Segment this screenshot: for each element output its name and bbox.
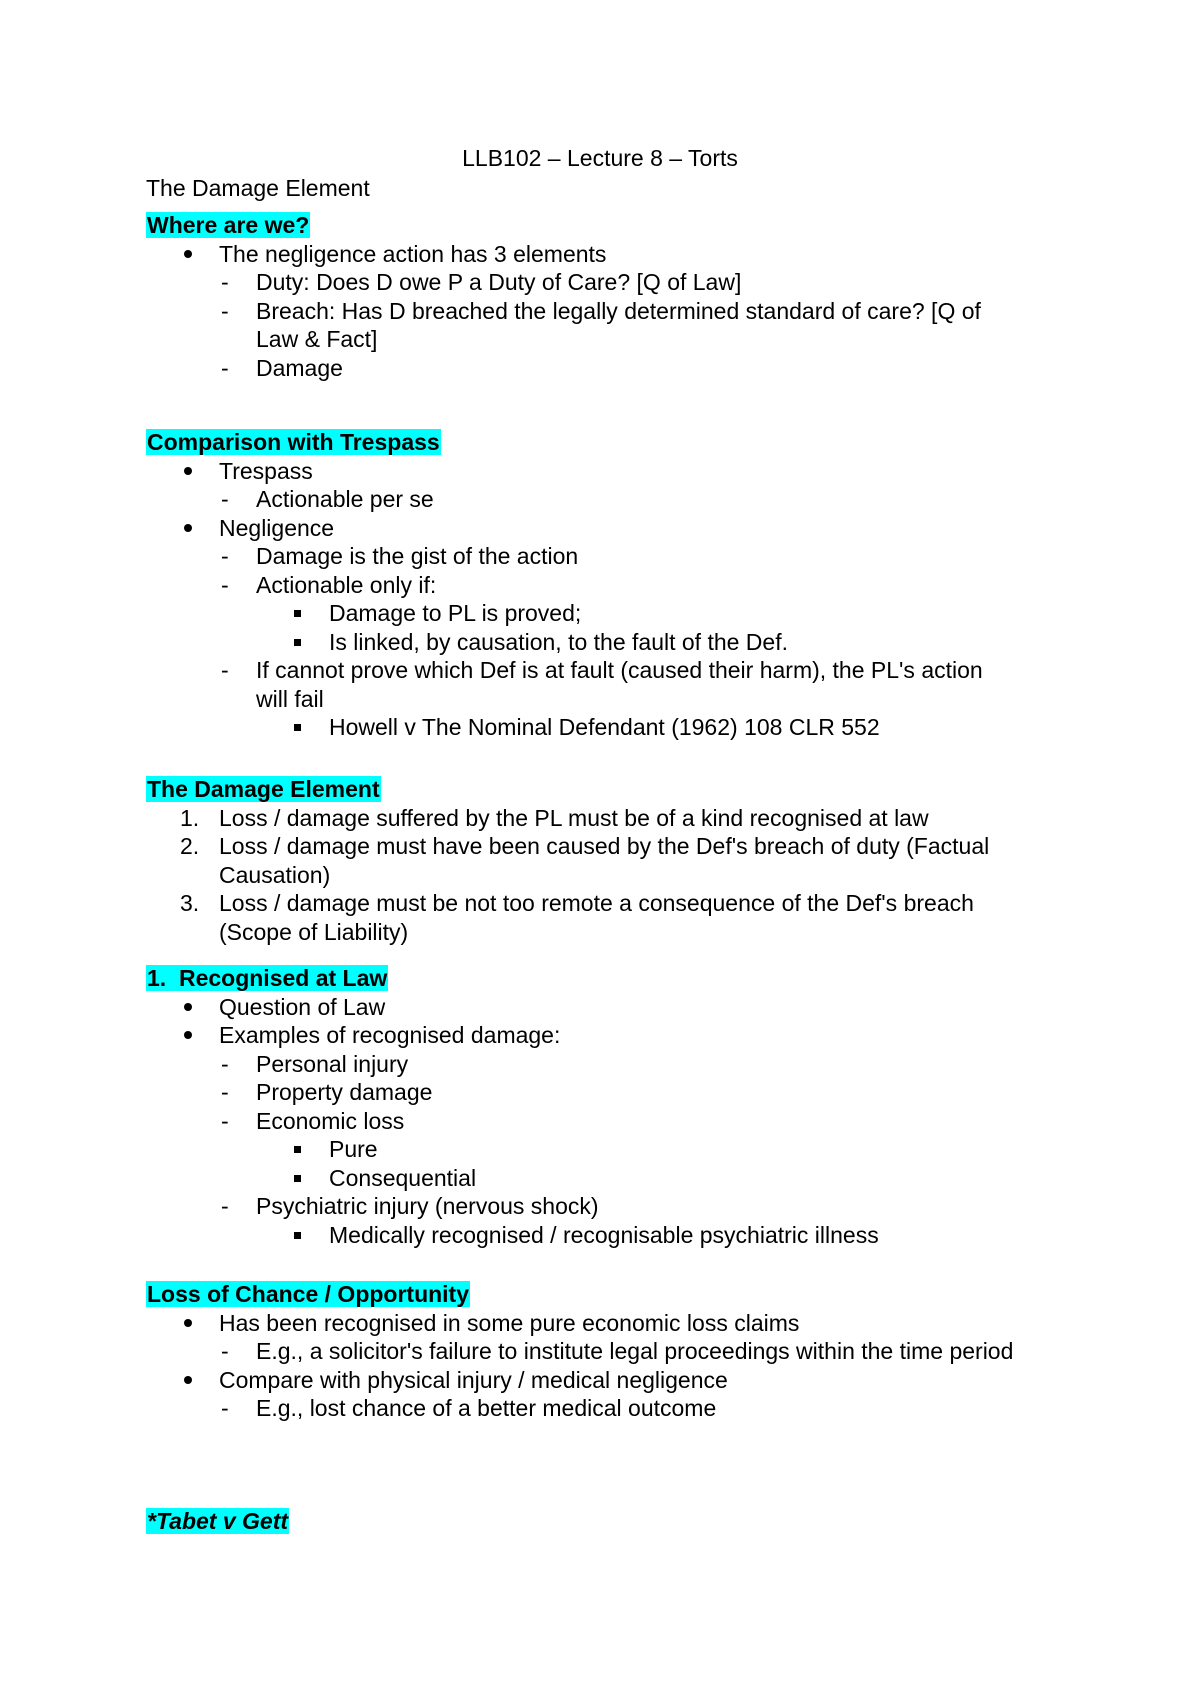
bullet-list (146, 240, 1076, 383)
dash-icon: - (221, 1395, 229, 1421)
dash-icon: - (221, 269, 229, 295)
list-item: - E.g., lost chance of a better medical outcome (221, 1395, 717, 1421)
list-item: - Actionable per se (221, 486, 434, 512)
square-bullet-icon (294, 1175, 301, 1182)
bullet-list (146, 993, 1076, 1250)
list-item: - Duty: Does D owe P a Duty of Care? [Q of Law] (221, 269, 742, 295)
dash-icon: - (221, 1050, 229, 1077)
square-bullet-icon (294, 724, 301, 731)
section-heading: Where are we? (147, 212, 310, 238)
bullet-icon (184, 1003, 192, 1011)
list-item: Pure (146, 1135, 1076, 1164)
bullet-icon (184, 467, 192, 475)
list-item: Trespass (146, 457, 1076, 486)
list-item: - Personal injury (221, 1050, 409, 1077)
section-where-are-we (146, 211, 1076, 382)
list-item: 1. Loss / damage suffered by the PL must be of a kind recognised at law (180, 804, 929, 831)
section-tabet-v-gett (146, 1507, 1076, 1536)
list-item: - Breach: Has D breached the legally determined standard of care? [Q of (221, 297, 981, 324)
dash-icon: - (221, 1107, 229, 1134)
list-item-continuation: Law & Fact] (256, 326, 378, 352)
section-heading: *Tabet v Gett (147, 1508, 289, 1534)
list-item: - Actionable only if: (221, 571, 437, 598)
list-item: Question of Law (146, 993, 1076, 1022)
square-bullet-icon (294, 1146, 301, 1153)
dash-icon: - (221, 297, 229, 324)
bullet-icon (184, 1319, 192, 1327)
bullet-icon (184, 250, 192, 258)
section-heading: The Damage Element (147, 776, 380, 802)
list-item: Consequential (146, 1164, 1076, 1193)
section-the-damage-element (146, 775, 1076, 946)
list-number: 2. (180, 833, 200, 859)
section-comparison-with-trespass (146, 428, 1076, 742)
list-item: - Economic loss (221, 1107, 405, 1134)
document-title: LLB102 – Lecture 8 – Torts (462, 145, 738, 171)
bullet-icon (184, 1031, 192, 1039)
bullet-list (146, 1309, 1076, 1423)
document-subtitle: The Damage Element (146, 175, 370, 201)
list-item: - Property damage (221, 1079, 433, 1105)
list-item: Examples of recognised damage: (146, 1021, 1076, 1050)
list-item: 2. Loss / damage must have been caused by the Def's breach of duty (Factual (180, 833, 990, 859)
list-item-continuation: Causation) (219, 861, 331, 888)
dash-icon: - (221, 1338, 229, 1364)
list-item: Is linked, by causation, to the fault of the Def. (146, 628, 1076, 657)
dash-icon: - (221, 543, 229, 569)
dash-icon: - (221, 571, 229, 598)
list-item: - If cannot prove which Def is at fault (caused their harm), the PL's action (221, 657, 983, 683)
list-item: Has been recognised in some pure economic loss claims (146, 1309, 1076, 1338)
numbered-list (146, 804, 1076, 947)
list-item: The negligence action has 3 elements (146, 240, 1076, 269)
list-item: - Damage (221, 354, 343, 381)
list-item: Damage to PL is proved; (146, 599, 1076, 628)
list-item: Howell v The Nominal Defendant (1962) 108 CLR 552 (146, 713, 1076, 742)
list-number: 1. (180, 804, 200, 831)
dash-icon: - (221, 1079, 229, 1105)
section-heading: Comparison with Trespass (147, 429, 440, 455)
list-item: - Psychiatric injury (nervous shock) (221, 1193, 599, 1219)
section-recognised-at-law (146, 964, 1076, 1249)
list-item: Medically recognised / recognisable psychiatric illness (146, 1221, 1076, 1250)
list-item: Negligence (146, 514, 1076, 543)
section-heading: Loss of Chance / Opportunity (147, 1281, 470, 1307)
dash-icon: - (221, 486, 229, 512)
list-item-continuation: will fail (256, 685, 324, 712)
bullet-icon (184, 524, 192, 532)
square-bullet-icon (294, 610, 301, 617)
list-number: 3. (180, 890, 200, 916)
square-bullet-icon (294, 1232, 301, 1239)
square-bullet-icon (294, 639, 301, 646)
bullet-icon (184, 1376, 192, 1384)
bullet-list (146, 457, 1076, 742)
list-item-continuation: (Scope of Liability) (219, 918, 409, 945)
list-item: - Damage is the gist of the action (221, 543, 579, 569)
list-item: - E.g., a solicitor's failure to institute legal proceedings within the time period (221, 1338, 1014, 1364)
dash-icon: - (221, 354, 229, 381)
section-loss-of-chance (146, 1280, 1076, 1423)
list-item: Compare with physical injury / medical negligence (146, 1366, 1076, 1395)
list-item: 3. Loss / damage must be not too remote a consequence of the Def's breach (180, 890, 974, 916)
dash-icon: - (221, 1193, 229, 1219)
dash-icon: - (221, 657, 229, 683)
section-heading: 1. Recognised at Law (147, 965, 388, 991)
